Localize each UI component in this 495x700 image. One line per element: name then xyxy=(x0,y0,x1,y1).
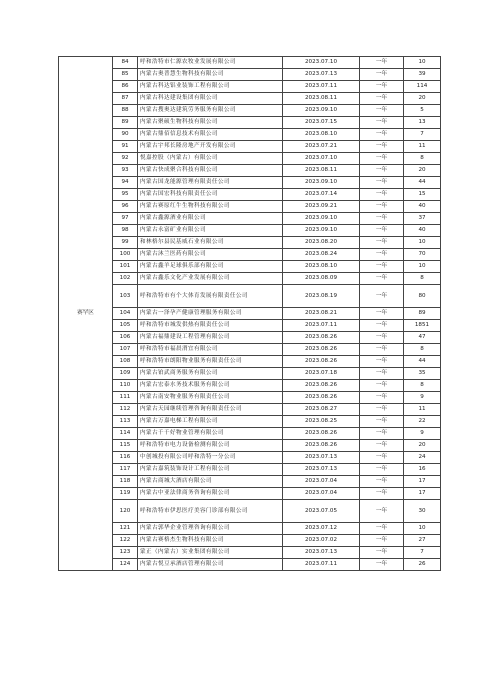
company-name-cell: 内蒙古铂武商务服务有限公司 xyxy=(138,368,283,380)
date-cell: 2023.07.13 xyxy=(283,69,360,81)
table-row xyxy=(59,320,441,332)
date-cell: 2023.07.21 xyxy=(283,141,360,153)
table-row xyxy=(59,428,441,440)
enterprise-table-body xyxy=(59,57,441,571)
row-number-cell: 88 xyxy=(113,105,138,117)
period-cell: 一年 xyxy=(360,213,404,225)
row-number-cell: 109 xyxy=(113,368,138,380)
count-cell: 7 xyxy=(404,129,441,141)
period-cell: 一年 xyxy=(360,81,404,93)
table-row xyxy=(59,153,441,165)
row-number-cell: 115 xyxy=(113,440,138,452)
company-name-cell: 呼和浩特市有个大体育发展有限责任公司 xyxy=(138,285,283,308)
company-name-cell: 内蒙古聚硕生物科技有限公司 xyxy=(138,117,283,129)
period-cell: 一年 xyxy=(360,356,404,368)
company-name-cell: 内蒙古鑫源酒业有限公司 xyxy=(138,213,283,225)
period-cell: 一年 xyxy=(360,153,404,165)
company-name-cell: 内蒙古沐兰医药有限公司 xyxy=(138,249,283,261)
table-row xyxy=(59,249,441,261)
table-row xyxy=(59,273,441,285)
date-cell: 2023.08.20 xyxy=(283,237,360,249)
count-cell: 44 xyxy=(404,177,441,189)
count-cell: 17 xyxy=(404,476,441,488)
row-number-cell: 110 xyxy=(113,380,138,392)
row-number-cell: 97 xyxy=(113,213,138,225)
table-row xyxy=(59,261,441,273)
period-cell: 一年 xyxy=(360,404,404,416)
period-cell: 一年 xyxy=(360,141,404,153)
count-cell: 35 xyxy=(404,368,441,380)
company-name-cell: 内蒙古鑫羊足球俱乐部有限公司 xyxy=(138,261,283,273)
row-number-cell: 106 xyxy=(113,332,138,344)
table-row xyxy=(59,368,441,380)
period-cell: 一年 xyxy=(360,285,404,308)
period-cell: 一年 xyxy=(360,57,404,69)
table-row xyxy=(59,452,441,464)
row-number-cell: 93 xyxy=(113,165,138,177)
company-name-cell: 悦嘉控股（内蒙古）有限公司 xyxy=(138,153,283,165)
company-name-cell: 内蒙古郭华企业管理咨询有限公司 xyxy=(138,523,283,535)
count-cell: 11 xyxy=(404,404,441,416)
period-cell: 一年 xyxy=(360,93,404,105)
count-cell: 7 xyxy=(404,547,441,559)
count-cell: 44 xyxy=(404,356,441,368)
table-row xyxy=(59,129,441,141)
date-cell: 2023.08.26 xyxy=(283,392,360,404)
table-row xyxy=(59,392,441,404)
count-cell: 24 xyxy=(404,452,441,464)
count-cell: 13 xyxy=(404,117,441,129)
company-name-cell: 内蒙古永富矿业有限公司 xyxy=(138,225,283,237)
count-cell: 16 xyxy=(404,464,441,476)
row-number-cell: 123 xyxy=(113,547,138,559)
table-row xyxy=(59,547,441,559)
period-cell: 一年 xyxy=(360,69,404,81)
period-cell: 一年 xyxy=(360,440,404,452)
row-number-cell: 99 xyxy=(113,237,138,249)
count-cell: 27 xyxy=(404,535,441,547)
row-number-cell: 92 xyxy=(113,153,138,165)
company-name-cell: 呼和浩特市朗阳物业服务有限责任公司 xyxy=(138,356,283,368)
count-cell: 11 xyxy=(404,141,441,153)
table-row xyxy=(59,285,441,308)
period-cell: 一年 xyxy=(360,189,404,201)
date-cell: 2023.07.02 xyxy=(283,535,360,547)
count-cell: 80 xyxy=(404,285,441,308)
period-cell: 一年 xyxy=(360,559,404,571)
period-cell: 一年 xyxy=(360,261,404,273)
date-cell: 2023.08.09 xyxy=(283,273,360,285)
table-row xyxy=(59,165,441,177)
period-cell: 一年 xyxy=(360,105,404,117)
count-cell: 37 xyxy=(404,213,441,225)
period-cell: 一年 xyxy=(360,249,404,261)
company-name-cell: 内蒙古赛格杰生物科技有限公司 xyxy=(138,535,283,547)
date-cell: 2023.09.10 xyxy=(283,225,360,237)
row-number-cell: 95 xyxy=(113,189,138,201)
count-cell: 20 xyxy=(404,440,441,452)
row-number-cell: 85 xyxy=(113,69,138,81)
row-number-cell: 100 xyxy=(113,249,138,261)
period-cell: 一年 xyxy=(360,201,404,213)
period-cell: 一年 xyxy=(360,547,404,559)
period-cell: 一年 xyxy=(360,535,404,547)
row-number-cell: 112 xyxy=(113,404,138,416)
row-number-cell: 107 xyxy=(113,344,138,356)
table-row xyxy=(59,225,441,237)
table-row xyxy=(59,201,441,213)
date-cell: 2023.08.19 xyxy=(283,285,360,308)
period-cell: 一年 xyxy=(360,273,404,285)
row-number-cell: 104 xyxy=(113,308,138,320)
count-cell: 8 xyxy=(404,380,441,392)
period-cell: 一年 xyxy=(360,320,404,332)
period-cell: 一年 xyxy=(360,225,404,237)
period-cell: 一年 xyxy=(360,392,404,404)
row-number-cell: 84 xyxy=(113,57,138,69)
table-row xyxy=(59,404,441,416)
date-cell: 2023.08.26 xyxy=(283,428,360,440)
company-name-cell: 呼和浩特市城发供热有限责任公司 xyxy=(138,320,283,332)
date-cell: 2023.07.13 xyxy=(283,452,360,464)
date-cell: 2023.07.04 xyxy=(283,488,360,500)
count-cell: 9 xyxy=(404,428,441,440)
row-number-cell: 122 xyxy=(113,535,138,547)
company-name-cell: 内蒙古奥普慧生物科技有限公司 xyxy=(138,69,283,81)
table-row xyxy=(59,93,441,105)
company-name-cell: 内蒙古宇邦长隆房地产开发有限公司 xyxy=(138,141,283,153)
table-row xyxy=(59,177,441,189)
count-cell: 70 xyxy=(404,249,441,261)
row-number-cell: 105 xyxy=(113,320,138,332)
row-number-cell: 118 xyxy=(113,476,138,488)
row-number-cell: 102 xyxy=(113,273,138,285)
period-cell: 一年 xyxy=(360,308,404,320)
count-cell: 5 xyxy=(404,105,441,117)
count-cell: 89 xyxy=(404,308,441,320)
period-cell: 一年 xyxy=(360,177,404,189)
company-name-cell: 内蒙古赛原红牛生物科技有限公司 xyxy=(138,201,283,213)
count-cell: 114 xyxy=(404,81,441,93)
company-name-cell: 内蒙古一泽孕产健康管理服务有限公司 xyxy=(138,308,283,320)
date-cell: 2023.08.26 xyxy=(283,440,360,452)
date-cell: 2023.07.11 xyxy=(283,559,360,571)
count-cell: 20 xyxy=(404,165,441,177)
company-name-cell: 呼和浩特市伊思医疗美容门诊部有限公司 xyxy=(138,500,283,523)
company-name-cell: 内蒙古悦豆承酒店管理有限公司 xyxy=(138,559,283,571)
period-cell: 一年 xyxy=(360,117,404,129)
count-cell: 17 xyxy=(404,488,441,500)
row-number-cell: 117 xyxy=(113,464,138,476)
period-cell: 一年 xyxy=(360,500,404,523)
period-cell: 一年 xyxy=(360,368,404,380)
table-row xyxy=(59,81,441,93)
date-cell: 2023.08.21 xyxy=(283,308,360,320)
count-cell: 10 xyxy=(404,261,441,273)
table-row xyxy=(59,332,441,344)
row-number-cell: 89 xyxy=(113,117,138,129)
date-cell: 2023.07.11 xyxy=(283,81,360,93)
count-cell: 10 xyxy=(404,237,441,249)
period-cell: 一年 xyxy=(360,165,404,177)
enterprise-table xyxy=(58,56,441,571)
date-cell: 2023.07.10 xyxy=(283,153,360,165)
row-number-cell: 91 xyxy=(113,141,138,153)
period-cell: 一年 xyxy=(360,464,404,476)
company-name-cell: 蒙正（内蒙古）实业集团有限公司 xyxy=(138,547,283,559)
company-name-cell: 内蒙古宏泰水务技术服务有限公司 xyxy=(138,380,283,392)
row-number-cell: 119 xyxy=(113,488,138,500)
date-cell: 2023.09.10 xyxy=(283,105,360,117)
period-cell: 一年 xyxy=(360,428,404,440)
row-number-cell: 111 xyxy=(113,392,138,404)
row-number-cell: 114 xyxy=(113,428,138,440)
table-row xyxy=(59,535,441,547)
date-cell: 2023.09.10 xyxy=(283,177,360,189)
company-name-cell: 内蒙古商城大酒店有限公司 xyxy=(138,476,283,488)
table-row xyxy=(59,141,441,153)
count-cell: 1851 xyxy=(404,320,441,332)
company-name-cell: 中创城投有限公司呼和浩特一分公司 xyxy=(138,452,283,464)
date-cell: 2023.07.14 xyxy=(283,189,360,201)
table-row xyxy=(59,213,441,225)
table-row xyxy=(59,344,441,356)
company-name-cell: 呼和浩特市电力设备检测有限公司 xyxy=(138,440,283,452)
table-row xyxy=(59,57,441,69)
company-name-cell: 和林格尔县民基威石业有限公司 xyxy=(138,237,283,249)
date-cell: 2023.08.11 xyxy=(283,93,360,105)
company-name-cell: 内蒙古国龙能源管理有限责任公司 xyxy=(138,177,283,189)
row-number-cell: 116 xyxy=(113,452,138,464)
company-name-cell: 内蒙古国宏科技有限责任公司 xyxy=(138,189,283,201)
table-row xyxy=(59,380,441,392)
date-cell: 2023.07.13 xyxy=(283,464,360,476)
count-cell: 39 xyxy=(404,69,441,81)
date-cell: 2023.07.11 xyxy=(283,320,360,332)
period-cell: 一年 xyxy=(360,380,404,392)
row-number-cell: 96 xyxy=(113,201,138,213)
company-name-cell: 内蒙古科达铝业装饰工程有限公司 xyxy=(138,81,283,93)
row-number-cell: 101 xyxy=(113,261,138,273)
table-row xyxy=(59,559,441,571)
count-cell: 26 xyxy=(404,559,441,571)
date-cell: 2023.07.04 xyxy=(283,476,360,488)
date-cell: 2023.07.15 xyxy=(283,117,360,129)
company-name-cell: 内蒙古快成聚合科技有限公司 xyxy=(138,165,283,177)
count-cell: 20 xyxy=(404,93,441,105)
period-cell: 一年 xyxy=(360,476,404,488)
table-row xyxy=(59,416,441,428)
date-cell: 2023.08.10 xyxy=(283,129,360,141)
row-number-cell: 124 xyxy=(113,559,138,571)
count-cell: 22 xyxy=(404,416,441,428)
count-cell: 9 xyxy=(404,392,441,404)
period-cell: 一年 xyxy=(360,523,404,535)
count-cell: 10 xyxy=(404,57,441,69)
date-cell: 2023.08.26 xyxy=(283,332,360,344)
table-row xyxy=(59,464,441,476)
date-cell: 2023.07.10 xyxy=(283,57,360,69)
period-cell: 一年 xyxy=(360,416,404,428)
table-row xyxy=(59,440,441,452)
row-number-cell: 87 xyxy=(113,93,138,105)
table-row xyxy=(59,523,441,535)
company-name-cell: 内蒙古搜奥达建筑劳务服务有限公司 xyxy=(138,105,283,117)
company-name-cell: 呼和浩特市福晨渭宜有限公司 xyxy=(138,344,283,356)
period-cell: 一年 xyxy=(360,129,404,141)
row-number-cell: 94 xyxy=(113,177,138,189)
date-cell: 2023.08.25 xyxy=(283,416,360,428)
table-row xyxy=(59,308,441,320)
count-cell: 8 xyxy=(404,344,441,356)
table-row xyxy=(59,117,441,129)
date-cell: 2023.08.11 xyxy=(283,165,360,177)
count-cell: 47 xyxy=(404,332,441,344)
count-cell: 15 xyxy=(404,189,441,201)
period-cell: 一年 xyxy=(360,237,404,249)
table-row xyxy=(59,105,441,117)
table-row xyxy=(59,69,441,81)
count-cell: 40 xyxy=(404,225,441,237)
row-number-cell: 90 xyxy=(113,129,138,141)
row-number-cell: 103 xyxy=(113,285,138,308)
date-cell: 2023.08.26 xyxy=(283,356,360,368)
table-row xyxy=(59,500,441,523)
period-cell: 一年 xyxy=(360,488,404,500)
date-cell: 2023.07.18 xyxy=(283,368,360,380)
date-cell: 2023.08.26 xyxy=(283,380,360,392)
date-cell: 2023.08.24 xyxy=(283,249,360,261)
row-number-cell: 86 xyxy=(113,81,138,93)
row-number-cell: 121 xyxy=(113,523,138,535)
count-cell: 8 xyxy=(404,273,441,285)
date-cell: 2023.09.10 xyxy=(283,213,360,225)
count-cell: 30 xyxy=(404,500,441,523)
date-cell: 2023.09.21 xyxy=(283,201,360,213)
table-row xyxy=(59,476,441,488)
row-number-cell: 108 xyxy=(113,356,138,368)
district-cell: 赛罕区 xyxy=(59,57,113,571)
row-number-cell: 120 xyxy=(113,500,138,523)
company-name-cell: 内蒙古鼎佰信息技术有限公司 xyxy=(138,129,283,141)
date-cell: 2023.08.27 xyxy=(283,404,360,416)
company-name-cell: 内蒙古科达建设集团有限公司 xyxy=(138,93,283,105)
company-name-cell: 内蒙古南安物业服务有限责任公司 xyxy=(138,392,283,404)
date-cell: 2023.07.13 xyxy=(283,547,360,559)
period-cell: 一年 xyxy=(360,332,404,344)
company-name-cell: 呼和浩特市仁源农牧业发展有限公司 xyxy=(138,57,283,69)
company-name-cell: 内蒙古鑫乐文化产业发展有限公司 xyxy=(138,273,283,285)
table-row xyxy=(59,356,441,368)
table-row xyxy=(59,237,441,249)
count-cell: 40 xyxy=(404,201,441,213)
date-cell: 2023.07.05 xyxy=(283,500,360,523)
company-name-cell: 内蒙古嘉筑装饰设计工程有限公司 xyxy=(138,464,283,476)
count-cell: 8 xyxy=(404,153,441,165)
period-cell: 一年 xyxy=(360,344,404,356)
company-name-cell: 内蒙古中亚法律商务咨询有限公司 xyxy=(138,488,283,500)
period-cell: 一年 xyxy=(360,452,404,464)
company-name-cell: 内蒙古万嘉电梯工程有限公司 xyxy=(138,416,283,428)
row-number-cell: 113 xyxy=(113,416,138,428)
date-cell: 2023.08.10 xyxy=(283,261,360,273)
date-cell: 2023.08.26 xyxy=(283,344,360,356)
date-cell: 2023.07.12 xyxy=(283,523,360,535)
company-name-cell: 内蒙古福鼎建设工程管理有限公司 xyxy=(138,332,283,344)
table-row xyxy=(59,189,441,201)
count-cell: 10 xyxy=(404,523,441,535)
row-number-cell: 98 xyxy=(113,225,138,237)
company-name-cell: 内蒙古千千好物业管理有限公司 xyxy=(138,428,283,440)
company-name-cell: 内蒙古天园继续管理咨询有限责任公司 xyxy=(138,404,283,416)
table-row xyxy=(59,488,441,500)
